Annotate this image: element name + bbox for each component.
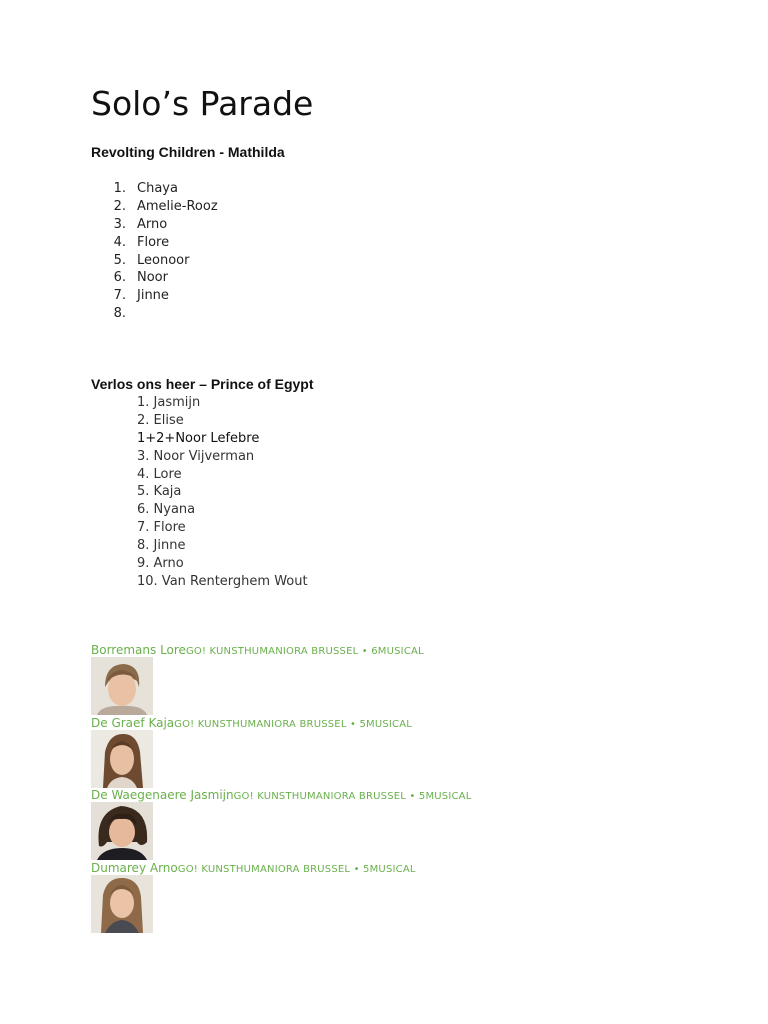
- list-item: 7. Flore: [137, 520, 186, 536]
- list-item: 1. Jasmijn: [137, 395, 201, 410]
- avatar: [91, 875, 153, 933]
- list-item: 4. Lore: [137, 466, 182, 482]
- profile-name: Dumarey Arno: [91, 860, 178, 875]
- list-item: 10. Van Renterghem Wout: [137, 573, 308, 589]
- avatar: [91, 730, 153, 788]
- profile-card: [91, 714, 472, 787]
- profile-school: GO! KUNSTHUMANIORA BRUSSEL • 6MUSICAL: [185, 646, 424, 657]
- list-number: 2.: [113, 198, 126, 214]
- list-number: 8.: [113, 306, 126, 322]
- profile-card: [91, 859, 472, 932]
- list-name: Chaya: [137, 181, 178, 196]
- profile-name: De Waegenaere Jasmijn: [91, 788, 234, 802]
- section-heading-prince-of-egypt: Verlos ons heer – Prince of Egypt: [91, 376, 314, 392]
- list-number: 7.: [113, 288, 126, 304]
- list-name: Flore: [137, 234, 170, 250]
- list-number: 6.: [113, 270, 126, 286]
- list-name: Noor: [137, 270, 168, 286]
- avatar: [91, 657, 153, 715]
- list-number: 5.: [113, 252, 126, 268]
- list-number: 4.: [113, 234, 126, 250]
- profile-card: [91, 641, 472, 714]
- prince-of-egypt-list: [137, 394, 308, 591]
- list-item: 9. Arno: [137, 556, 184, 572]
- list-number: 3.: [113, 216, 126, 232]
- list-item: 5. Kaja: [137, 484, 182, 500]
- section-heading-revolting-children: Revolting Children - Mathilda: [91, 144, 285, 160]
- profile-link[interactable]: [91, 714, 472, 729]
- profile-school: GO! KUNSTHUMANIORA BRUSSEL • 5MUSICAL: [177, 863, 416, 875]
- student-profiles: [91, 641, 472, 931]
- list-item: 3. Noor Vijverman: [137, 448, 255, 464]
- profile-link[interactable]: [91, 859, 472, 874]
- list-item: 2. Elise: [137, 412, 184, 428]
- profile-link[interactable]: [91, 786, 472, 801]
- list-item: 1+2+Noor Lefebre: [137, 430, 260, 446]
- list-name: Amelie-Rooz: [137, 198, 218, 214]
- avatar: [91, 802, 153, 860]
- profile-name: Borremans Lore: [91, 643, 186, 657]
- list-item: 8. Jinne: [137, 538, 186, 554]
- profile-name: De Graef Kaja: [91, 715, 175, 730]
- list-name: Arno: [137, 216, 168, 232]
- list-name: Leonoor: [137, 252, 190, 268]
- profile-card: [91, 786, 472, 859]
- page-title: Solo’s Parade: [91, 84, 314, 123]
- profile-link[interactable]: [91, 641, 472, 656]
- list-name: Jinne: [137, 288, 169, 304]
- list-number: 1.: [113, 181, 126, 196]
- profile-school: GO! KUNSTHUMANIORA BRUSSEL • 5MUSICAL: [233, 791, 472, 802]
- profile-school: GO! KUNSTHUMANIORA BRUSSEL • 5MUSICAL: [174, 718, 413, 730]
- list-item: 6. Nyana: [137, 502, 196, 518]
